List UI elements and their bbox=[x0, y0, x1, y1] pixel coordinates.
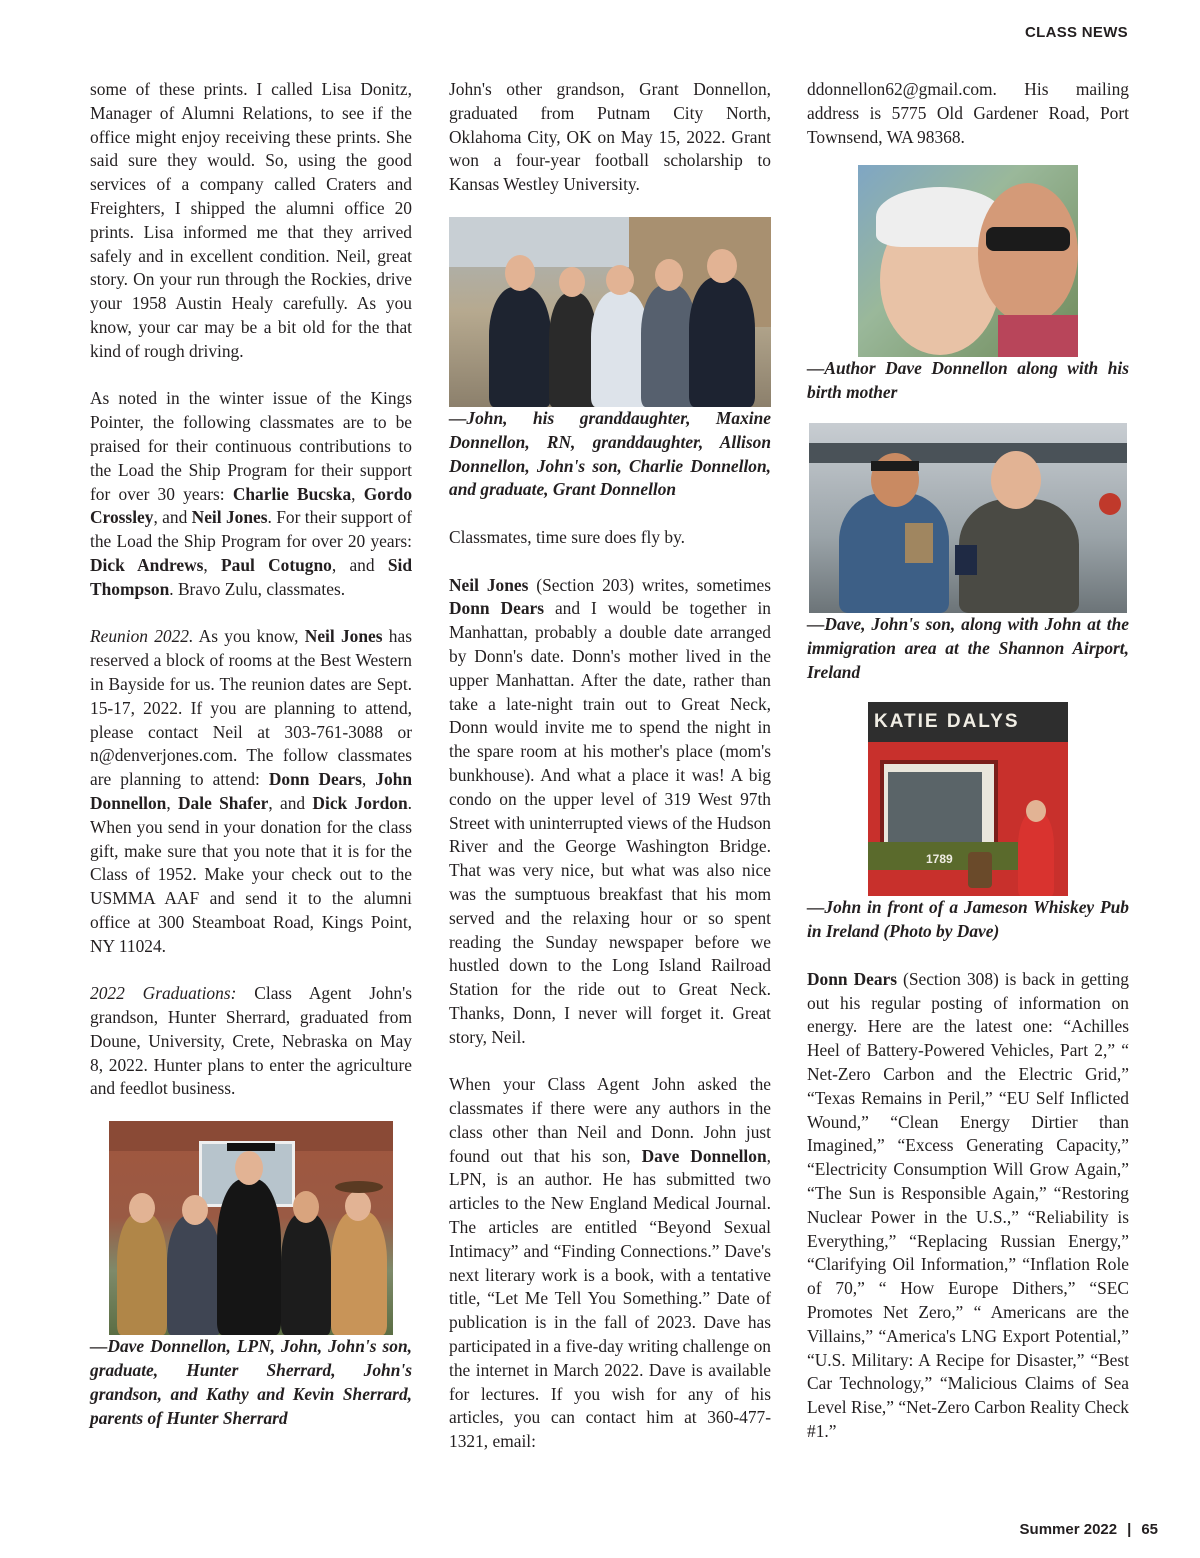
paragraph-authors: When your Class Agent John asked the classmates if there were any authors in the class other than Neil and Donn. John just found out that his son, Dave Donnellon, LPN, is an author. He has submitted two articles to the New England Medical Journal. The articles are entitled “Beyond Sexual Intimacy” and “Finding Connections.” Dave's next literary work is a book, with a tentative title, “Let Me Tell You Something.” Date of publication is in the fall of 2023. Dave has participated in a five-day writing challenge on the internet in March 2022. Dave is available for lectures. If you wish for any of his articles, you can contact him at 360-477-1321, email: bbox=[449, 1074, 771, 1452]
paragraph-reunion: Reunion 2022. As you know, Neil Jones has reserved a block of rooms at the Best Western in Bayside for us. The reunion dates are Sept. 15-17, 2022. If you are planning to attend, please contact Neil at 303-761-3088 or n@denverjones.com. The follow classmates are planning to attend: Donn Dears, John Donnellon, Dale Shafer, and Dick Jordon. When you send in your donation for the class gift, make sure that you note that it is for the Class of 1952. Make your check out to the USMMA AAF and send it to the alumni office at 300 Steamboat Road, Kings Point, NY 11024. bbox=[90, 626, 413, 956]
column-3 bbox=[807, 78, 1129, 1444]
caption-dave-and-mother: —Author Dave Donnellon along with his birth mother bbox=[807, 358, 1129, 403]
paragraph-prints: some of these prints. I called Lisa Donitz, Manager of Alumni Relations, to see if the office might enjoy receiving these prints. She said sure they would. So, using the good services of a company called Craters and Freighters, I shipped the alumni office 20 prints. Lisa informed me that they arrived safely and in excellent condition. Neil, great story. On your run through the Rockies, drive your 1958 Austin Healy carefully. As you know, your car may be a bit old for the that kind of rough driving. bbox=[90, 79, 412, 361]
paragraph-load-the-ship: As noted in the winter issue of the Kings Pointer, the following classmates are to be praised for their continuous contributions to the Load the Ship Program for their support for over 30 years: Charlie Bucska, Gordo Crossley, and Neil Jones. For their support of the Load the Ship Program for over 20 years: Dick Andrews, Paul Cotugno, and Sid Thompson. Bravo Zulu, classmates. bbox=[90, 388, 413, 599]
section-header: CLASS NEWS bbox=[1024, 24, 1128, 41]
photo-shannon-airport bbox=[809, 423, 1127, 613]
footer-separator: | bbox=[1127, 1521, 1132, 1538]
photo-katie-dalys-pub bbox=[868, 702, 1068, 896]
caption-grant-graduation: —John, his granddaughter, Maxine Donnellon, RN, granddaughter, Allison Donnellon, John's son, Charlie Donnellon, and graduate, Grant Donnellon bbox=[449, 407, 771, 500]
paragraph-contact: ddonnellon62@gmail.com. His mailing address is 5775 Old Gardener Road, Port Townsend, WA 98368. bbox=[807, 79, 1129, 147]
pub-year-text: 1789 bbox=[926, 852, 953, 867]
column-1 bbox=[90, 78, 412, 1430]
paragraph-grant: John's other grandson, Grant Donnellon, graduated from Putnam City North, Oklahoma City, OK on May 15, 2022. Grant won a four-year football scholarship to Kansas Westley University. bbox=[449, 79, 771, 195]
page-footer bbox=[1020, 1521, 1158, 1538]
paragraph-donn-dears: Donn Dears (Section 308) is back in getting out his regular posting of information on energy. Here are the latest one: “Achilles Heel of Battery-Powered Vehicles, Part 2,” “ Net-Zero Carbon and the Electric Grid,” “Texas Remains in Peril,” “EU Self Inflicted Wound,” “Clean Energy Dirtier than Imagined,” “Excess Generating Capacity,” “Electricity Consumption Will Grow Again,” “The Sun is Responsible Again,” “Restoring Nuclear Power in the U.S.,” “Reliability is Everything,” “Replacing Russian Energy,” “Clarifying Oil Information,” “Inflation Role of 70,” “ How Europe Dithers,” “SEC Promotes Net Zero,” “ Americans are the Villains,” “America's LNG Export Potential,” “U.S. Military: A Recipe for Disaster,” “Best Car Technology,” “Malicious Claims of Sea Level Rise,” “Net-Zero Carbon Reality Check #1.” bbox=[807, 968, 1129, 1441]
caption-hunter-graduation: —Dave Donnellon, LPN, John, John's son, graduate, Hunter Sherrard, John's grandson, and Kathy and Kevin Sherrard, parents of Hunter Sherrard bbox=[90, 1336, 412, 1428]
paragraph-time-flies: Classmates, time sure does fly by. bbox=[449, 526, 686, 547]
caption-katie-dalys-pub: —John in front of a Jameson Whiskey Pub in Ireland (Photo by Dave) bbox=[807, 897, 1129, 942]
photo-hunter-graduation bbox=[109, 1121, 393, 1335]
column-2 bbox=[449, 78, 771, 1454]
paragraph-graduations: 2022 Graduations: Class Agent John's grandson, Hunter Sherrard, graduated from Doune, University, Crete, Nebraska on May 8, 2022. Hunter plans to enter the agriculture and feedlot business. bbox=[90, 983, 412, 1099]
caption-shannon-airport: —Dave, John's son, along with John at the immigration area at the Shannon Airport, Ireland bbox=[807, 613, 1129, 682]
photo-dave-and-mother bbox=[858, 165, 1078, 357]
photo-grant-graduation bbox=[449, 217, 771, 407]
page-number: 65 bbox=[1141, 1521, 1158, 1538]
issue-label: Summer 2022 bbox=[1019, 1521, 1118, 1538]
pub-sign-text: KATIE DALYS bbox=[874, 711, 1020, 733]
paragraph-neil-jones: Neil Jones (Section 203) writes, sometimes Donn Dears and I would be together in Manhattan, probably a double date arranged by Donn's date. Donn's mother lived in the upper Manhattan. After the date, rather than take a late-night train out to Great Neck, Donn would invite me to spend the night in the spare room at his mother's place (mom's bunkhouse). And what a place it was! A big condo on the upper level of 319 West 97th Street with uninterrupted views of the Hudson River and the George Washington Bridge. That was very nice, but what was also nice was the sumptuous breakfast that his mom served and the relaxing hour or so spent reading the Sunday newspaper before we hustled down to the Long Island Railroad Station for the ride out to Great Neck. Thanks, Donn, I never will forget it. Great story, Neil. bbox=[449, 574, 772, 1047]
